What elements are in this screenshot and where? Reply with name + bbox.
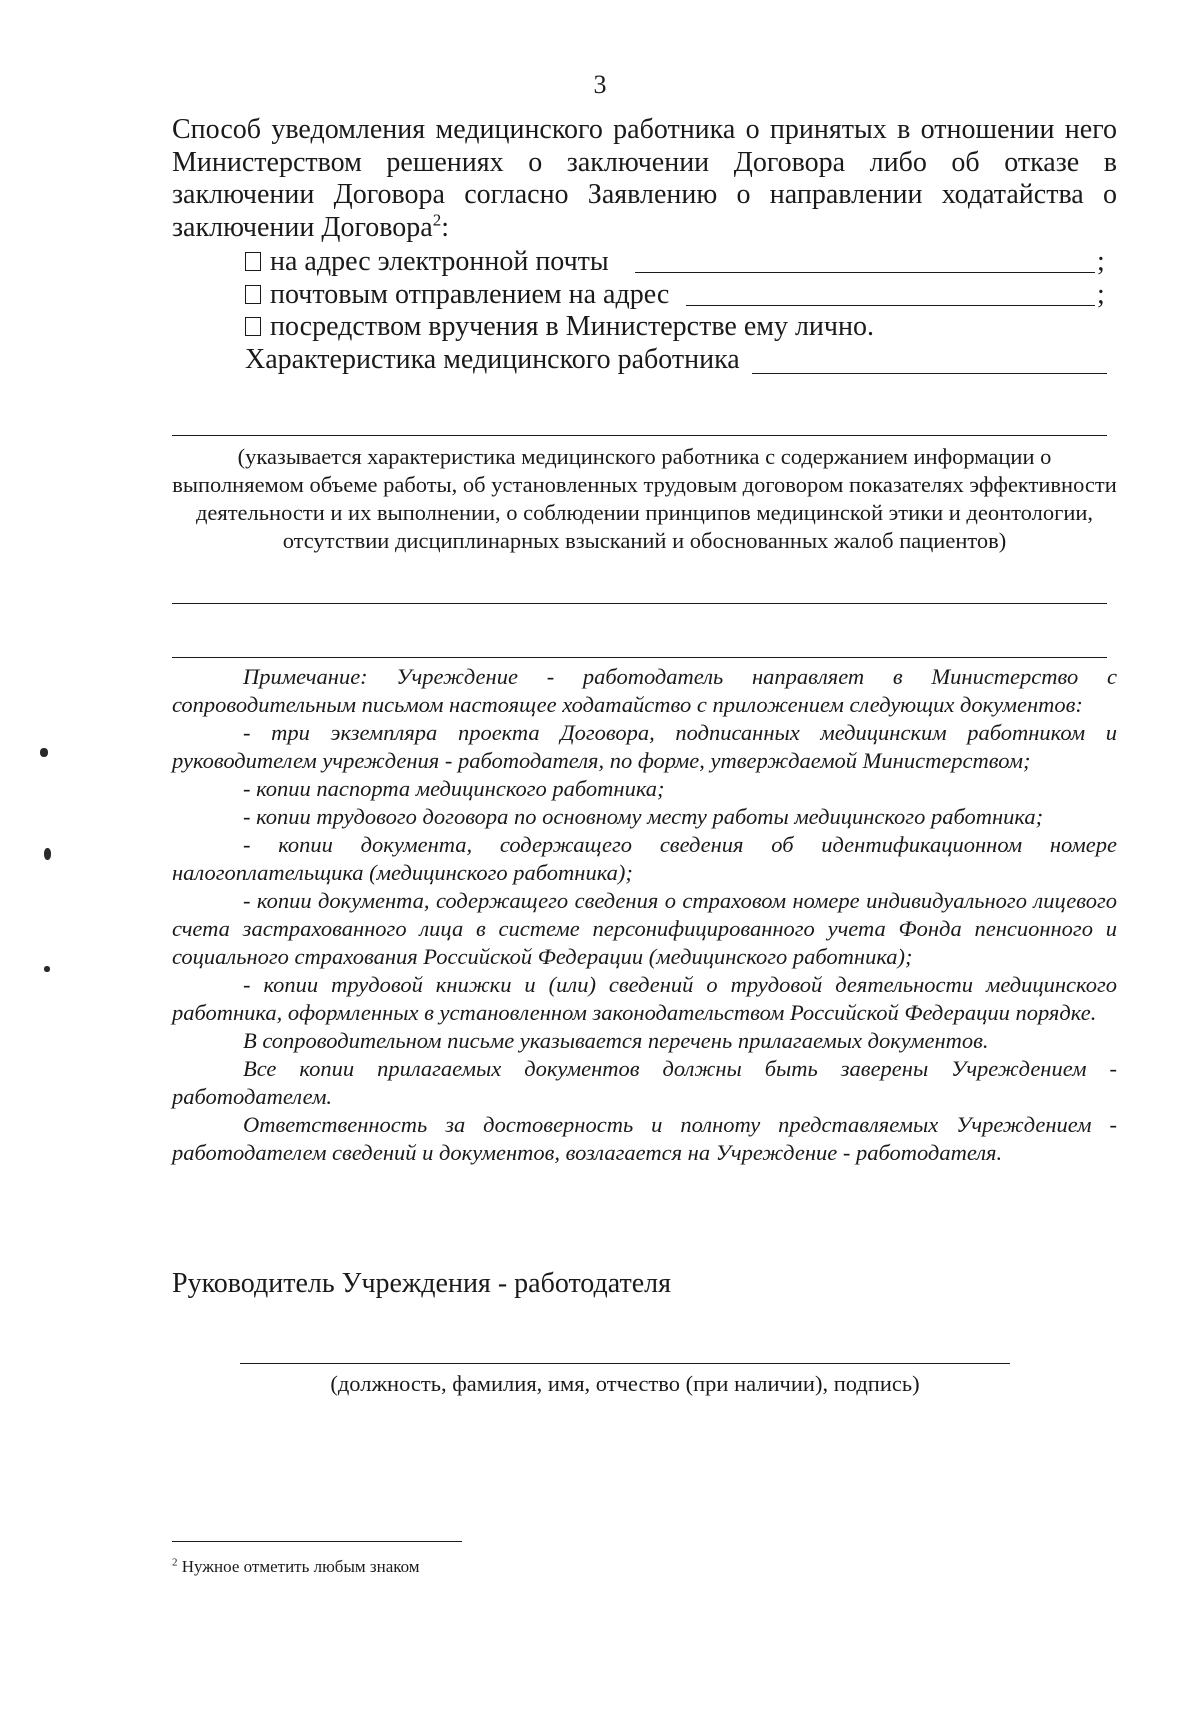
option-post <box>245 279 669 311</box>
footnote <box>172 1556 420 1578</box>
email-checkbox[interactable] <box>245 252 261 271</box>
intro-text: Способ уведомления медицинского работника о принятых в отношении него Министерством решениях о заключении Договора либо об отказе в заключении Договора согласно Заявлению о направлении ходатайства о заключении Договора <box>172 114 1117 243</box>
signature-fill-line[interactable] <box>240 1363 1010 1364</box>
post-semicolon: ; <box>1097 279 1105 310</box>
signer-title: Руководитель Учреждения - работодателя <box>172 1268 671 1299</box>
footnote-ref: 2 <box>432 210 442 230</box>
note-item-employment-contract: - копии трудового договора по основному месту работы медицинского работника; <box>243 804 1044 829</box>
email-semicolon: ; <box>1097 246 1105 277</box>
footnote-number: 2 <box>172 1556 178 1569</box>
note-letter: В сопроводительном письме указывается перечень прилагаемых документов. <box>243 1028 989 1053</box>
option-email-label: на адрес электронной почты <box>270 246 609 277</box>
characteristic-fill-line-3[interactable] <box>172 603 1107 604</box>
footnote-separator <box>172 1541 462 1542</box>
scan-speck <box>44 966 50 972</box>
note-item-inn: - копии документа, содержащего сведения об идентификационном номере налогоплательщика (медицинского работника); <box>172 832 1117 885</box>
note-item-contract: - три экземпляра проекта Договора, подписанных медицинским работником и руководителем учреждения - работодателя, по форме, утверждаемой Министерством; <box>172 720 1117 773</box>
notification-method-paragraph <box>172 114 1117 244</box>
footnote-text: Нужное отметить любым знаком <box>181 1557 420 1576</box>
post-checkbox[interactable] <box>245 285 261 304</box>
characteristic-fill-line-2[interactable] <box>172 435 1107 436</box>
note-item-passport: - копии паспорта медицинского работника; <box>243 776 665 801</box>
characteristic-hint: (указывается характеристика медицинского работника с содержанием информации о выполняемом объеме работы, об установленных трудовым договором показателях эффективности деятельности и их выполнении, о соблюдении принципов медицинской этики и деонтологии, отсутствии дисциплинарных взысканий и обоснованных жалоб пациентов) <box>172 444 1117 553</box>
note-block <box>172 663 1117 1167</box>
page-number: 3 <box>593 70 607 99</box>
scan-speck <box>44 848 51 860</box>
characteristic-label: Характеристика медицинского работника <box>245 344 740 375</box>
scan-speck <box>40 748 48 757</box>
note-intro: Примечание: Учреждение - работодатель направляет в Министерство с сопроводительным письмом настоящее ходатайство с приложением следующих документов: <box>172 664 1117 717</box>
option-in-person-label: посредством вручения в Министерстве ему лично. <box>270 311 874 342</box>
option-in-person <box>245 311 874 343</box>
post-address-fill-line[interactable] <box>686 305 1095 306</box>
signature-caption: (должность, фамилия, имя, отчество (при наличии), подпись) <box>330 1371 920 1396</box>
in-person-checkbox[interactable] <box>245 317 261 336</box>
characteristic-fill-line[interactable] <box>752 373 1107 374</box>
characteristic-fill-line-4[interactable] <box>172 657 1107 658</box>
intro-colon: : <box>441 211 450 243</box>
note-item-snils: - копии документа, содержащего сведения о страховом номере индивидуального лицевого счета застрахованного лица в системе персонифицированного учета Фонда пенсионного и социального страхования Российской Федерации (медицинского работника); <box>172 888 1117 969</box>
note-item-work-book: - копии трудовой книжки и (или) сведений о трудовой деятельности медицинского работника, оформленных в установленном законодательством Российской Федерации порядке. <box>172 972 1117 1025</box>
note-certified: Все копии прилагаемых документов должны быть заверены Учреждением - работодателем. <box>172 1056 1117 1109</box>
note-responsibility: Ответственность за достоверность и полноту представляемых Учреждением - работодателем сведений и документов, возлагается на Учреждение - работодателя. <box>172 1112 1117 1165</box>
option-post-label: почтовым отправлением на адрес <box>270 279 670 310</box>
email-fill-line[interactable] <box>635 272 1095 273</box>
option-email <box>245 246 609 278</box>
